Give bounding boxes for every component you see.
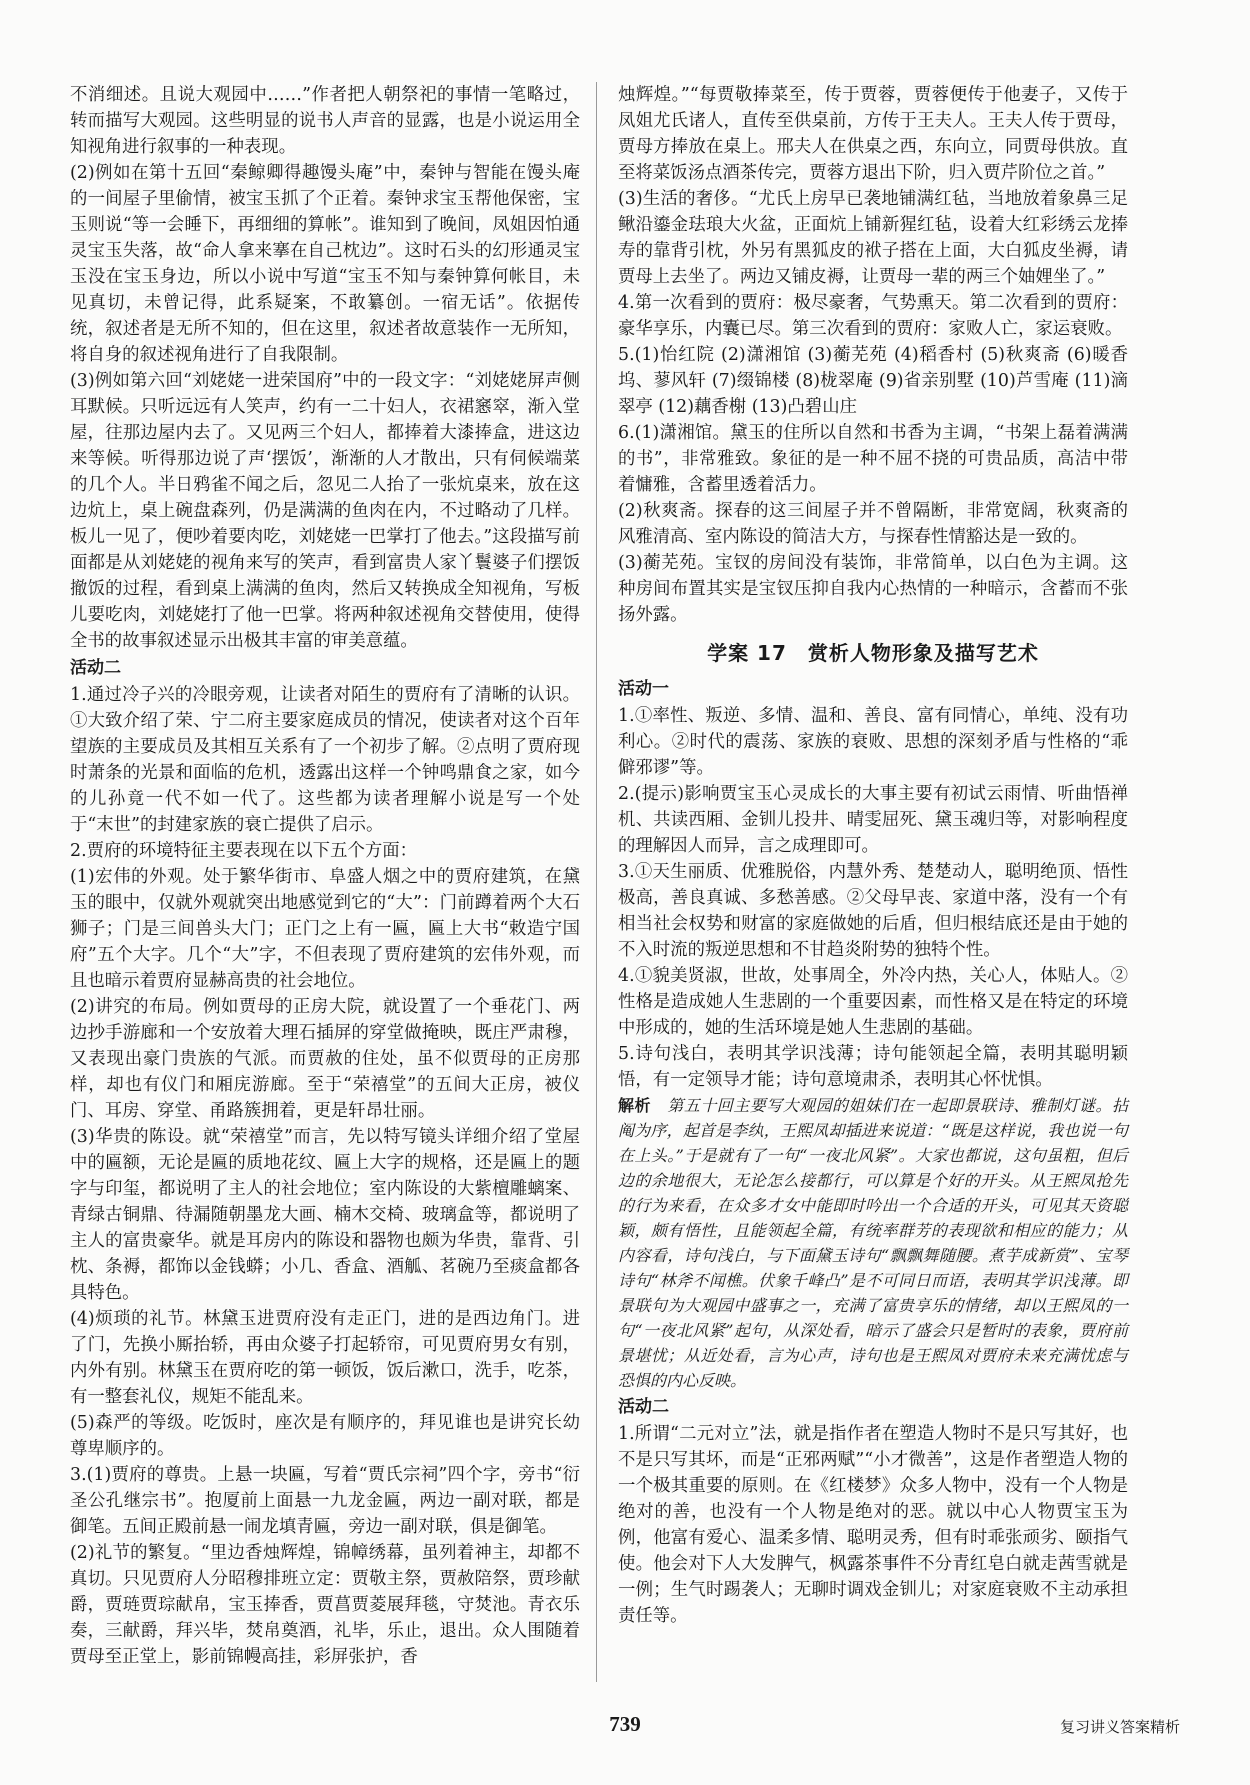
left-column (70, 82, 580, 1670)
answer-paragraph: (4)烦琐的礼节。林黛玉进贾府没有走正门，进的是西边角门。进了门，先换小厮抬轿，再由众婆子打起轿帘，可见贾府男女有别，内外有别。林黛玉在贾府吃的第一顿饭，饭后漱口，洗手，吃茶，有一整套礼仪，规矩不能乱来。 (70, 1309, 580, 1407)
answer-paragraph: (3)华贵的陈设。就“荣禧堂”而言，先以特写镜头详细介绍了堂屋中的匾额，无论是匾的质地花纹、匾上大字的规格，还是匾上的题字与印玺，都说明了主人的社会地位；室内陈设的大紫檀雕螭案、青绿古铜鼎、待漏随朝墨龙大画、楠木交椅、玻璃盒等，都说明了主人的富贵豪华。就是耳房内的陈设和器物也颇为华贵，靠背、引枕、条褥，都饰以金钱蟒；小几、香盒、酒觚、茗碗乃至痰盒都各具特色。 (70, 1127, 580, 1303)
section-title: 学案 17 赏析人物形象及描写艺术 (707, 641, 1039, 665)
answer-paragraph: (1)宏伟的外观。处于繁华街市、阜盛人烟之中的贾府建筑，在黛玉的眼中，仅就外观就突出地感觉到它的“大”：门前蹲着两个大石狮子；门是三间兽头大门；正门之上有一匾，匾上大书“敕造宁国府”五个大字。几个“大”字，不但表现了贾府建筑的宏伟外观，而且也暗示着贾府显赫高贵的社会地位。 (70, 867, 580, 991)
answer-paragraph: 1.所谓“二元对立”法，就是指作者在塑造人物时不是只写其好，也不是只写其坏，而是“正邪两赋”“小才微善”，这是作者塑造人物的一个极其重要的原则。在《红楼梦》众多人物中，没有一个人物是绝对的善，也没有一个人物是绝对的恶。就以中心人物贾宝玉为例，他富有爱心、温柔多情、聪明灵秀，但有时乖张顽劣、颐指气使。他会对下人大发脾气，枫露茶事件不分青红皂白就走茜雪就是一例；生气时踢袭人；无聊时调戏金钏儿；对家庭衰败不主动承担责任等。 (618, 1424, 1128, 1626)
answer-paragraph: (2)例如在第十五回“秦鲸卿得趣馒头庵”中，秦钟与智能在馒头庵的一间屋子里偷情，被宝玉抓了个正着。秦钟求宝玉帮他保密，宝玉则说“等一会睡下，再细细的算帐”。谁知到了晚间，凤姐因怕通灵宝玉失落，故“命人拿来搴在自己枕边”。这时石头的幻形通灵宝玉没在宝玉身边，所以小说中写道“宝玉不知与秦钟算何帐目，未见真切，未曾记得，此系疑案，不敢纂创。一宿无话”。依据传统，叙述者是无所不知的，但在这里，叙述者故意装作一无所知，将自身的叙述视角进行了自我限制。 (70, 163, 580, 365)
answer-paragraph: 1.通过冷子兴的冷眼旁观，让读者对陌生的贾府有了清晰的认识。①大致介绍了荣、宁二府主要家庭成员的情况，使读者对这个百年望族的主要成员及其相互关系有了一个初步了解。②点明了贾府现时萧条的光景和面临的危机，透露出这样一个钟鸣鼎食之家，如今的儿孙竟一代不如一代了。这些都为读者理解小说是写一个处于“末世”的封建家族的衰亡提供了启示。 (70, 685, 580, 835)
page-number: 739 (609, 1712, 641, 1736)
answer-paragraph: 4.①貌美贤淑，世故，处事周全，外冷内热，关心人，体贴人。②性格是造成她人生悲剧的一个重要因素，而性格又是在特定的环境中形成的，她的生活环境是她人生悲剧的基础。 (618, 966, 1128, 1038)
answer-paragraph: 2.贾府的环境特征主要表现在以下五个方面： (70, 841, 418, 861)
footer-title: 复习讲义答案精析 (1059, 1718, 1180, 1736)
analysis-text: 第五十回主要写大观园的姐妹们在一起即景联诗、雅制灯谜。拈阄为序，起首是李纨，王熙凤却插进来说道：“既是这样说，我也说一句在上头。”于是就有了一句“一夜北风紧”。大家也都说，这句虽粗，但后边的余地很大，无论怎么接都行，可以算是个好的开头。从王熙凤抢先的行为来看，在众多才女中能即时吟出一个合适的开头，可见其天资聪颖，颇有悟性，且能领起全篇，有统率群芳的表现欲和相应的能力；从内容看，诗句浅白，与下面黛玉诗句“飘飘舞随腰。煮芋成新赏”、宝琴诗句“林斧不闻樵。伏象千峰凸”是不可同日而语，表明其学识浅薄。即景联句为大观园中盛事之一，充满了富贵享乐的情绪，却以王熙凤的一句“一夜北风紧”起句，从深处看，暗示了盛会只是暂时的表象，贾府前景堪忧；从近处看，言为心声，诗句也是王熙凤对贾府未来充满忧虑与恐惧的内心反映。 (618, 1096, 1128, 1390)
answer-paragraph: 3.①天生丽质、优雅脱俗，内慧外秀、楚楚动人，聪明绝顶、悟性极高，善良真诚、多愁善感。②父母早丧、家道中落，没有一个有相当社会权势和财富的家庭做她的后盾，但归根结底还是由于她的不入时流的叛逆思想和不甘趋炎附势的独特个性。 (618, 862, 1128, 960)
answer-paragraph: 1.①率性、叛逆、多情、温和、善良、富有同情心，单纯、没有功利心。②时代的震荡、家族的衰败、思想的深刻矛盾与性格的“乖僻邪谬”等。 (618, 706, 1128, 778)
activity-heading: 活动二 (618, 1397, 669, 1417)
answer-paragraph: (3)蘅芜苑。宝钗的房间没有装饰，非常简单，以白色为主调。这种房间布置其实是宝钗压抑自我内心热情的一种暗示，含蓄而不张扬外露。 (618, 553, 1128, 625)
answer-paragraph: (3)例如第六回“刘姥姥一进荣国府”中的一段文字：“刘姥姥屏声侧耳默候。只听远远有人笑声，约有一二十妇人，衣裙窸窣，渐入堂屋，往那边屋内去了。又见两三个妇人，都捧着大漆捧盒，进这边来等候。听得那边说了声‘摆饭’，渐渐的人才散出，只有伺候端菜的几个人。半日鸦雀不闻之后，忽见二人抬了一张炕桌来，放在这边炕上，桌上碗盘森列，仍是满满的鱼肉在内，不过略动了几样。板儿一见了，便吵着要肉吃，刘姥姥一巴掌打了他去。”这段描写前面都是从刘姥姥的视角来写的笑声，看到富贵人家丫鬟婆子们摆饭撤饭的过程，看到桌上满满的鱼肉，然后又转换成全知视角，写板儿要吃肉，刘姥姥打了他一巴掌。将两种叙述视角交替使用，使得全书的故事叙述显示出极其丰富的审美意蕴。 (70, 371, 580, 651)
answer-paragraph: 4.第一次看到的贾府：极尽豪奢，气势熏天。第二次看到的贾府：豪华享乐，内囊已尽。第三次看到的贾府：家败人亡，家运衰败。 (618, 293, 1128, 339)
answer-paragraph: (3)生活的奢侈。“尤氏上房早已袭地铺满红毡，当地放着象鼻三足鳅沿鎏金珐琅大火盆，正面炕上铺新猩红毡，设着大红彩绣云龙捧寿的靠背引枕，外另有黑狐皮的袱子搭在上面，大白狐皮坐褥，请贾母上去坐了。两边又铺皮褥，让贾母一辈的两三个妯娌坐了。” (618, 189, 1128, 287)
answer-paragraph: 烛辉煌。”“每贾敬捧菜至，传于贾蓉，贾蓉便传于他妻子，又传于凤姐尤氏诸人，直传至供桌前，方传于王夫人。王夫人传于贾母，贾母方捧放在桌上。邢夫人在供桌之西，东向立，同贾母供放。直至将菜饭汤点酒茶传完，贾蓉方退出下阶，归入贾芹阶位之首。” (618, 85, 1128, 183)
answer-paragraph: 3.(1)贾府的尊贵。上悬一块匾，写着“贾氏宗祠”四个字，旁书“衍圣公孔继宗书”。抱厦前上面悬一九龙金匾，两边一副对联，都是御笔。五间正殿前悬一闹龙填青匾，旁边一副对联，俱是御笔。 (70, 1465, 580, 1537)
analysis-paragraph (618, 1093, 1128, 1393)
answer-paragraph: 6.(1)潇湘馆。黛玉的住所以自然和书香为主调，“书架上磊着满满的书”，非常雅致。象征的是一种不屈不挠的可贵品质，高洁中带着慵雅，含蓄里透着活力。 (618, 423, 1128, 495)
activity-heading: 活动二 (70, 658, 121, 678)
answer-paragraph: (2)礼节的繁复。“里边香烛辉煌，锦幛绣幕，虽列着神主，却都不真切。只见贾府人分昭穆排班立定：贾敬主祭，贾赦陪祭，贾珍献爵，贾琏贾琮献帛，宝玉捧香，贾菖贾菱展拜毯，守焚池。青衣乐奏，三献爵，拜兴毕，焚帛奠酒，礼毕，乐止，退出。众人围随着贾母至正堂上，影前锦幔高挂，彩屏张护，香 (70, 1543, 580, 1667)
answer-paragraph: (2)讲究的布局。例如贾母的正房大院，就设置了一个垂花门、两边抄手游廊和一个安放着大理石插屏的穿堂做掩映，既庄严肃穆，又表现出豪门贵族的气派。而贾赦的住处，虽不似贾母的正房那样，却也有仪门和厢庑游廊。至于“荣禧堂”的五间大正房，被仪门、耳房、穿堂、甬路簇拥着，更是轩昂壮丽。 (70, 997, 580, 1121)
right-column (618, 82, 1128, 1629)
answer-paragraph: 5.诗句浅白，表明其学识浅薄；诗句能领起全篇，表明其聪明颖悟，有一定领导才能；诗句意境肃杀，表明其心怀忧惧。 (618, 1044, 1128, 1090)
column-divider (596, 82, 597, 1682)
analysis-label: 解析 (618, 1096, 651, 1115)
answer-paragraph: (5)森严的等级。吃饭时，座次是有顺序的，拜见谁也是讲究长幼尊卑顺序的。 (70, 1413, 580, 1459)
activity-heading: 活动一 (618, 679, 669, 699)
answer-paragraph: 不消细述。且说大观园中……”作者把人朝祭祀的事情一笔略过，转而描写大观园。这些明显的说书人声音的显露，也是小说运用全知视角进行叙事的一种表现。 (70, 85, 580, 157)
answer-paragraph: 2.(提示)影响贾宝玉心灵成长的大事主要有初试云雨情、听曲悟禅机、共读西厢、金钏儿投井、晴雯屈死、黛玉魂归等，对影响程度的理解因人而异，言之成理即可。 (618, 784, 1128, 856)
answer-paragraph: (2)秋爽斋。探春的这三间屋子并不曾隔断，非常宽阔，秋爽斋的风雅清高、室内陈设的简洁大方，与探春性情豁达是一致的。 (618, 501, 1128, 547)
answer-paragraph: 5.(1)怡红院 (2)潇湘馆 (3)蘅芜苑 (4)稻香村 (5)秋爽斋 (6)暖香坞、蓼风轩 (7)缀锦楼 (8)栊翠庵 (9)省亲别墅 (10)芦雪庵 (11)滴翠亭 (12)藕香榭 (13)凸碧山庄 (618, 345, 1128, 417)
